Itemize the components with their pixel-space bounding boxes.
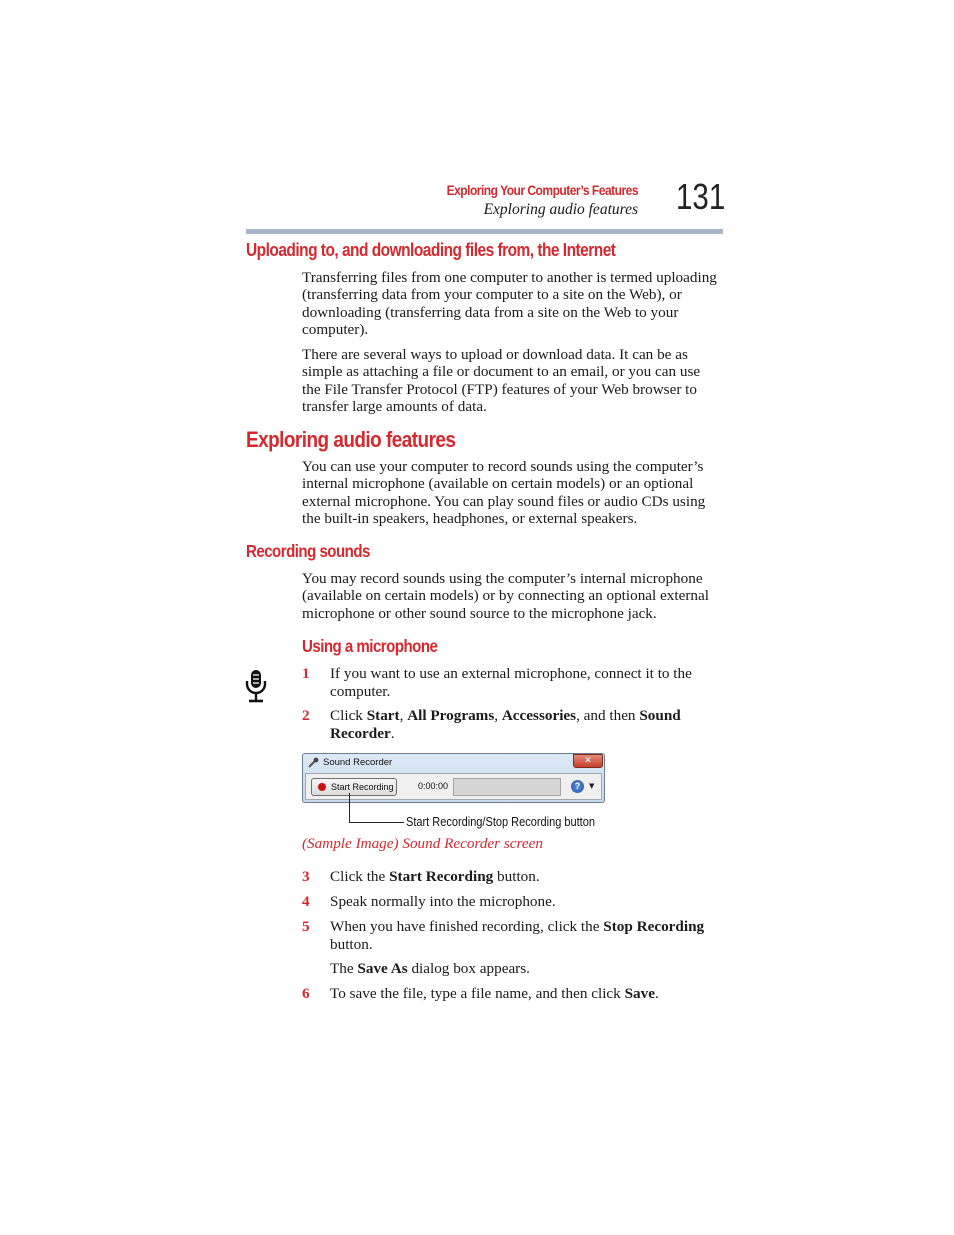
section-heading-recording: Recording sounds xyxy=(246,541,370,561)
step-number: 2 xyxy=(302,707,310,724)
step-text xyxy=(330,707,722,742)
microphone-icon xyxy=(245,669,267,703)
close-button[interactable]: ✕ xyxy=(573,754,603,768)
running-header-section: Exploring audio features xyxy=(483,201,638,218)
callout-label: Start Recording/Stop Recording button xyxy=(406,815,595,829)
text-run: Speak normally into the microphone. xyxy=(330,893,556,910)
running-header-chapter: Exploring Your Computer’s Features xyxy=(446,182,638,198)
text-run: dialog box appears. xyxy=(407,960,530,977)
bold-term: Stop Recording xyxy=(603,918,705,935)
step-text xyxy=(330,665,722,700)
text-run: The xyxy=(330,960,358,977)
header-rule xyxy=(246,229,723,234)
text-run: , xyxy=(399,707,408,724)
text-run: button. xyxy=(330,935,373,953)
text-run: , xyxy=(494,707,502,724)
section-heading-upload: Uploading to, and downloading files from, the Internet xyxy=(246,240,616,260)
text-run: To save the file, type a file name, and then click xyxy=(330,985,625,1002)
step-number: 1 xyxy=(302,665,310,682)
help-icon[interactable]: ? xyxy=(571,780,584,793)
page-number: 131 xyxy=(676,176,726,217)
section-heading-microphone: Using a microphone xyxy=(302,636,438,656)
bold-term: Accessories xyxy=(501,707,577,724)
sound-recorder-window xyxy=(302,753,605,803)
callout-line xyxy=(349,822,404,823)
paragraph-audio: You can use your computer to record sounds using the computer’s internal microphone (available on certain models) or an optional external microphone. You can play sound files or audio CDs using the built-in speakers, headphones, or external speakers. xyxy=(302,458,706,527)
record-icon xyxy=(318,783,326,791)
text-run: Click xyxy=(330,707,367,724)
step-text xyxy=(330,893,722,911)
window-title: Sound Recorder xyxy=(323,757,393,768)
step-number: 4 xyxy=(302,893,310,910)
start-recording-button[interactable] xyxy=(311,778,397,796)
text-run: , and then xyxy=(576,707,640,724)
step-text xyxy=(330,868,722,886)
bold-term: All Programs xyxy=(407,707,495,724)
paragraph-upload-1: Transferring files from one computer to another is termed uploading (transferring data from your computer to a site on the Web), or downloading (transferring data from a site on the Web to your computer). xyxy=(302,269,717,338)
text-run: . xyxy=(654,985,659,1002)
paragraph-upload-2: There are several ways to upload or download data. It can be as simple as attaching a file or document to an email, or you can use the File Transfer Protocol (FTP) features of your Web browser to transfer large amounts of data. xyxy=(302,346,701,415)
figure-caption: (Sample Image) Sound Recorder screen xyxy=(302,835,543,852)
bold-term: Save xyxy=(624,985,655,1002)
step-number: 3 xyxy=(302,868,310,885)
sound-recorder-app-icon xyxy=(307,756,319,768)
step-number: 6 xyxy=(302,985,310,1002)
save-as-note xyxy=(330,960,530,978)
chevron-down-icon[interactable]: ▼ xyxy=(589,782,595,790)
level-meter xyxy=(453,778,561,796)
text-run: Click the xyxy=(330,868,390,885)
sound-recorder-titlebar xyxy=(303,754,604,772)
start-recording-label: Start Recording xyxy=(331,782,394,792)
text-run: button. xyxy=(493,868,540,885)
bold-term: Save As xyxy=(357,960,408,977)
step-number: 5 xyxy=(302,918,310,935)
section-heading-audio: Exploring audio features xyxy=(246,427,456,452)
callout-line xyxy=(349,793,350,822)
recording-timer: 0:00:00 xyxy=(418,781,449,791)
text-run: When you have finished recording, click the xyxy=(330,918,604,935)
bold-term: Sound Recorder xyxy=(330,707,681,742)
bold-term: Start Recording xyxy=(389,868,494,885)
step-text xyxy=(330,985,722,1003)
text-run: . xyxy=(390,724,395,742)
step-text xyxy=(330,918,722,953)
text-run: If you want to use an external microphone, connect it to the computer. xyxy=(330,665,692,700)
paragraph-recording: You may record sounds using the computer’s internal microphone (available on certain models) or by connecting an optional external microphone or other sound source to the microphone jack. xyxy=(302,570,709,622)
bold-term: Start xyxy=(366,707,400,724)
